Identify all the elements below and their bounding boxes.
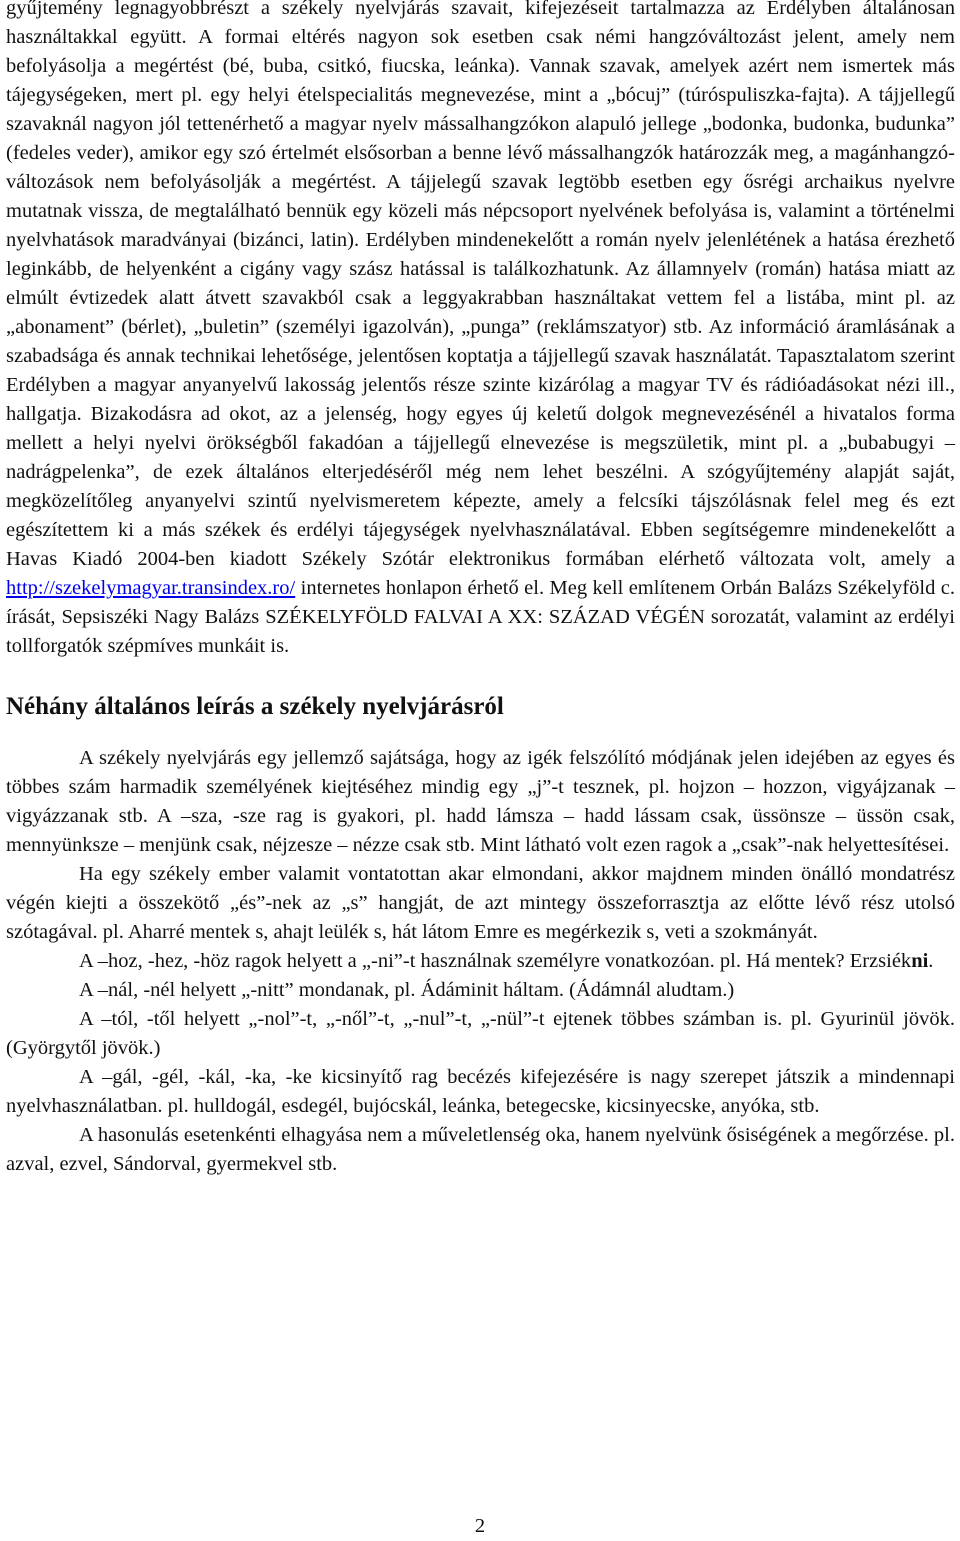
- ni-suffix-text: A –hoz, -hez, -höz ragok helyett a „-ni”-t használnak személyre vonatkozóan. pl. Há mentek? Erzsiék: [79, 950, 912, 972]
- page-number: 2: [474, 1515, 486, 1537]
- szekely-szotar-link[interactable]: http://szekelymagyar.transindex.ro/: [6, 577, 296, 599]
- paragraph-es-connector: Ha egy székely ember valamit vontatottan akar elmondani, akkor majdnem minden önálló mondatrész végén kiejti a összekötő „és”-nek az „s” hangját, de azt mintegy összeforrasztja az előtte lévő rész utolsó szótagával. pl. Aharré mentek s, ahajt leülék s, hát látom Emre es megérkezik s, veti a szokmányát.: [6, 863, 955, 943]
- section-heading: Néhány általános leírás a székely nyelvjárásról: [6, 693, 504, 720]
- paragraph-assimilation: A hasonulás esetenkénti elhagyása nem a műveletlenség oka, hanem nyelvünk ősiségének a megőrzése. pl. azval, ezvel, Sándorval, gyermekvel stb.: [6, 1124, 955, 1175]
- intro-paragraph: [6, 0, 955, 661]
- paragraph-diminutive: A –gál, -gél, -kál, -ka, -ke kicsinyítő rag becézés kifejezésére is nagy szerepet játszik a mindennapi nyelvhasználatban. pl. hulldogál, esdegél, bujócskál, leánka, betegecske, kicsinyecske, anyóka, stb.: [6, 1066, 955, 1117]
- intro-text-part1: gyűjtemény legnagyobbrészt a székely nyelvjárás szavait, kifejezéseit tartalmazza az Erdélyben általánosan használtakkal együtt. A formai eltérés nagyon sok esetben csak némi hangzóváltozást jelent, amely nem befolyásolja a megértést (bé, buba, csitkó, fiucska, leánka). Vannak szavak, amelyek azért nem ismertek más tájegységeken, mert pl. egy helyi ételspecialitás megnevezése, mint a „bócuj” (túróspuliszka-fajta). A tájjellegű szavaknál nagyon jól tettenérhető a magyar nyelv mássalhangzókon alapuló jellege „bodonka, budonka, budunka” (fedeles veder), amikor egy szó értelmét elsősorban a benne lévő mássalhangzók határozzák meg, a magánhangzó-változások nem befolyásolják a megértést. A tájjelegű szavak legtöbb esetben egy ősrégi archaikus nyelvre mutatnak vissza, de megtalálható bennük egy közeli más népcsoport nyelvének befolyása is, valamint a történelmi nyelvhatások maradványai (bizánci, latin). Erdélyben mindenekelőtt a román nyelv jelenlétének a hatása érezhető leginkább, de helyenként a cigány vagy szász hatással is találkozhatunk. Az államnyelv (román) hatása miatt az elmúlt évtizedek alatt átvett szavakból csak a leggyakrabban használtakat vettem fel a listába, mint pl. az „abonament” (bérlet), „buletin” (személyi igazolván), „punga” (reklámszatyor) stb. Az információ áramlásának a szabadsága és annak technikai lehetősége, jelentősen koptatja a tájjellegű szavak használatát. Tapasztalatom szerint Erdélyben a magyar anyanyelvű lakosság jelentős része szinte kizárólag a magyar TV és rádióadásokat nézi ill., hallgatja. Bizakodásra ad okot, az a jelenség, hogy egyes új keletű dolgok megnevezésénél a hivatalos forma mellett a helyi nyelvi örökségből fakadóan a tájjellegű elnevezése is megszületik, mint pl. a „bubabugyi – nadrágpelenka”, de ezek általános elterjedéséről még nem lehet beszélni. A szógyűjtemény alapját saját, megközelítőleg anyanyelvi szintű nyelvismeretem képezte, amely a felcsíki tájszólásnak felel meg és ezt egészítettem ki a más székek és erdélyi tájegységek nyelvhasználatával. Ebben segítségemre mindenekelőtt a Havas Kiadó 2004-ben kiadott Székely Szótár elektronikus formában elérhető változata volt, amely a: [6, 0, 955, 570]
- paragraph-nitt-suffix: A –nál, -nél helyett „-nitt” mondanak, pl. Ádáminit háltam. (Ádámnál aludtam.): [79, 979, 735, 1001]
- ni-suffix-end: .: [928, 950, 934, 972]
- paragraph-nol-suffix: A –tól, -től helyett „-nol”-t, „-nől”-t, „-nul”-t, „-nül”-t ejtenek többes számban is. pl. Gyurinül jövök. (Györgytől jövök.): [6, 1008, 955, 1059]
- intro-text-part2: internetes honlapon érhető el. Meg kell említenem Orbán Balázs Székelyföld c. írását, Sepsiszéki Nagy Balázs SZÉKELYFÖLD FALVAI A XX: SZÁZAD VÉGÉN sorozatát, valamint az erdélyi tollforgatók szépmíves munkáit is.: [6, 577, 955, 657]
- paragraph-imperative-j: A székely nyelvjárás egy jellemző sajátsága, hogy az igék felszólító módjának jelen idejében az egyes és többes szám harmadik személyének kiejtéséhez mindig egy „j”-t tesznek, pl. hojzon – hozzon, vigyájzanak – vigyázzanak stb. A –sza, -sze rag is gyakori, pl. hadd lámsza – hadd lássam csak, üssönsze – üssön csak, mennyünksze – menjünk csak, néjzesze – nézze csak stb. Mint látható volt ezen ragok a „csak”-nak helyettesítései.: [6, 747, 955, 856]
- paragraph-ni-suffix: [6, 947, 955, 976]
- ni-suffix-bold: ni: [911, 950, 929, 972]
